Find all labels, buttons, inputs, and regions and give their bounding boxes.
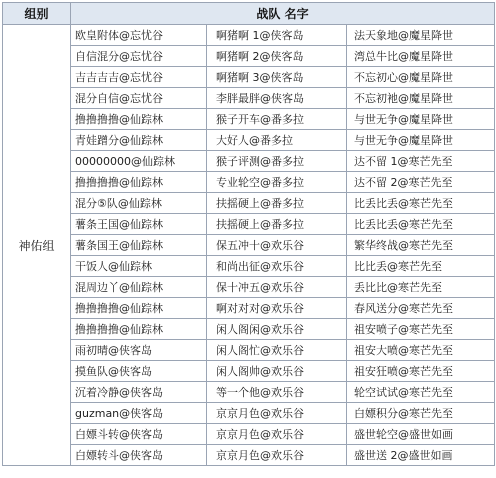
team-cell: 啊猪啊 3@侠客岛 <box>207 67 347 88</box>
team-cell: 猴子开车@番多拉 <box>207 109 347 130</box>
team-cell: 青娃蹭分@仙踪林 <box>71 130 207 151</box>
team-cell: 祖安狂喷@寒芒先至 <box>347 361 495 382</box>
team-cell: 猴子评测@番多拉 <box>207 151 347 172</box>
team-cell: 法天象地@魔星降世 <box>347 25 495 46</box>
team-cell: 丢比比@寒芒先至 <box>347 277 495 298</box>
team-cell: 白嫖转斗@侠客岛 <box>71 445 207 466</box>
team-cell: 闲人阁闲@欢乐谷 <box>207 319 347 340</box>
team-cell: 白嫖斗转@侠客岛 <box>71 424 207 445</box>
team-cell: 与世无争@魔星降世 <box>347 130 495 151</box>
table-row <box>3 382 495 403</box>
table-row <box>3 151 495 172</box>
team-cell: 薯条王国@仙踪林 <box>71 214 207 235</box>
team-cell: 和尚出征@欢乐谷 <box>207 256 347 277</box>
header-row <box>3 3 495 25</box>
team-cell: 撸撸撸撸@仙踪林 <box>71 298 207 319</box>
table-row <box>3 130 495 151</box>
team-table <box>2 2 495 466</box>
table-header <box>3 3 495 25</box>
team-cell: guzman@侠客岛 <box>71 403 207 424</box>
team-cell: 比丢比丢@寒芒先至 <box>347 214 495 235</box>
team-cell: 自信混分@忘忧谷 <box>71 46 207 67</box>
table-row <box>3 298 495 319</box>
team-cell: 与世无争@魔星降世 <box>347 109 495 130</box>
team-cell: 啊对对对@欢乐谷 <box>207 298 347 319</box>
table-row <box>3 214 495 235</box>
team-cell: 京京月色@欢乐谷 <box>207 445 347 466</box>
team-cell: 闲人阁忙@欢乐谷 <box>207 340 347 361</box>
team-cell: 闲人阁帅@欢乐谷 <box>207 361 347 382</box>
team-cell: 混分⑤队@仙踪林 <box>71 193 207 214</box>
team-cell: 繁华终战@寒芒先至 <box>347 235 495 256</box>
team-cell: 摸鱼队@侠客岛 <box>71 361 207 382</box>
team-cell: 保十冲五@欢乐谷 <box>207 277 347 298</box>
team-cell: 京京月色@欢乐谷 <box>207 403 347 424</box>
table-row <box>3 277 495 298</box>
team-cell: 达不留 1@寒芒先至 <box>347 151 495 172</box>
team-cell: 大好人@番多拉 <box>207 130 347 151</box>
table-row <box>3 46 495 67</box>
team-cell: 欧皇附体@忘忧谷 <box>71 25 207 46</box>
teams-column-header: 战队 名字 <box>71 3 495 25</box>
team-cell: 薯条国王@仙踪林 <box>71 235 207 256</box>
table-row <box>3 445 495 466</box>
team-cell: 专业轮空@番多拉 <box>207 172 347 193</box>
team-cell: 00000000@仙踪林 <box>71 151 207 172</box>
team-cell: 白嫖积分@寒芒先至 <box>347 403 495 424</box>
team-cell: 不忘初心@魔星降世 <box>347 67 495 88</box>
table-row <box>3 361 495 382</box>
table-row <box>3 403 495 424</box>
team-cell: 达不留 2@寒芒先至 <box>347 172 495 193</box>
table-row <box>3 235 495 256</box>
team-cell: 干饭人@仙踪林 <box>71 256 207 277</box>
table-row <box>3 319 495 340</box>
table-row <box>3 67 495 88</box>
group-name-cell: 神佑组 <box>3 25 71 466</box>
group-column-header: 组别 <box>3 3 71 25</box>
team-cell: 李胖最胖@侠客岛 <box>207 88 347 109</box>
team-cell: 雨初晴@侠客岛 <box>71 340 207 361</box>
team-cell: 比比丢@寒芒先至 <box>347 256 495 277</box>
team-cell: 啊猪啊 1@侠客岛 <box>207 25 347 46</box>
team-cell: 保五冲十@欢乐谷 <box>207 235 347 256</box>
team-cell: 撸撸撸撸@仙踪林 <box>71 109 207 130</box>
team-cell: 混分自信@忘忧谷 <box>71 88 207 109</box>
team-cell: 盛世送 2@盛世如画 <box>347 445 495 466</box>
team-cell: 扶摇硬上@番多拉 <box>207 214 347 235</box>
table-row <box>3 88 495 109</box>
team-cell: 春风送分@寒芒先至 <box>347 298 495 319</box>
team-cell: 沉着冷静@侠客岛 <box>71 382 207 403</box>
table-row <box>3 256 495 277</box>
team-cell: 盛世轮空@盛世如画 <box>347 424 495 445</box>
table-row <box>3 109 495 130</box>
table-row <box>3 172 495 193</box>
team-cell: 撸撸撸撸@仙踪林 <box>71 319 207 340</box>
team-cell: 京京月色@欢乐谷 <box>207 424 347 445</box>
team-cell: 等一个他@欢乐谷 <box>207 382 347 403</box>
team-cell: 吉吉吉吉@忘忧谷 <box>71 67 207 88</box>
table-body <box>3 25 495 466</box>
team-cell: 祖安喷子@寒芒先至 <box>347 319 495 340</box>
table-row <box>3 340 495 361</box>
team-cell: 轮空试试@寒芒先至 <box>347 382 495 403</box>
team-cell: 不忘初衪@魔星降世 <box>347 88 495 109</box>
team-cell: 混周边丫@仙踪林 <box>71 277 207 298</box>
table-row <box>3 25 495 46</box>
table-row <box>3 193 495 214</box>
team-cell: 撸撸撸撸@仙踪林 <box>71 172 207 193</box>
team-cell: 湾总牛比@魔星降世 <box>347 46 495 67</box>
team-cell: 比丢比丢@寒芒先至 <box>347 193 495 214</box>
table-row <box>3 424 495 445</box>
team-cell: 啊猪啊 2@侠客岛 <box>207 46 347 67</box>
team-cell: 扶摇硬上@番多拉 <box>207 193 347 214</box>
team-cell: 祖安大喷@寒芒先至 <box>347 340 495 361</box>
